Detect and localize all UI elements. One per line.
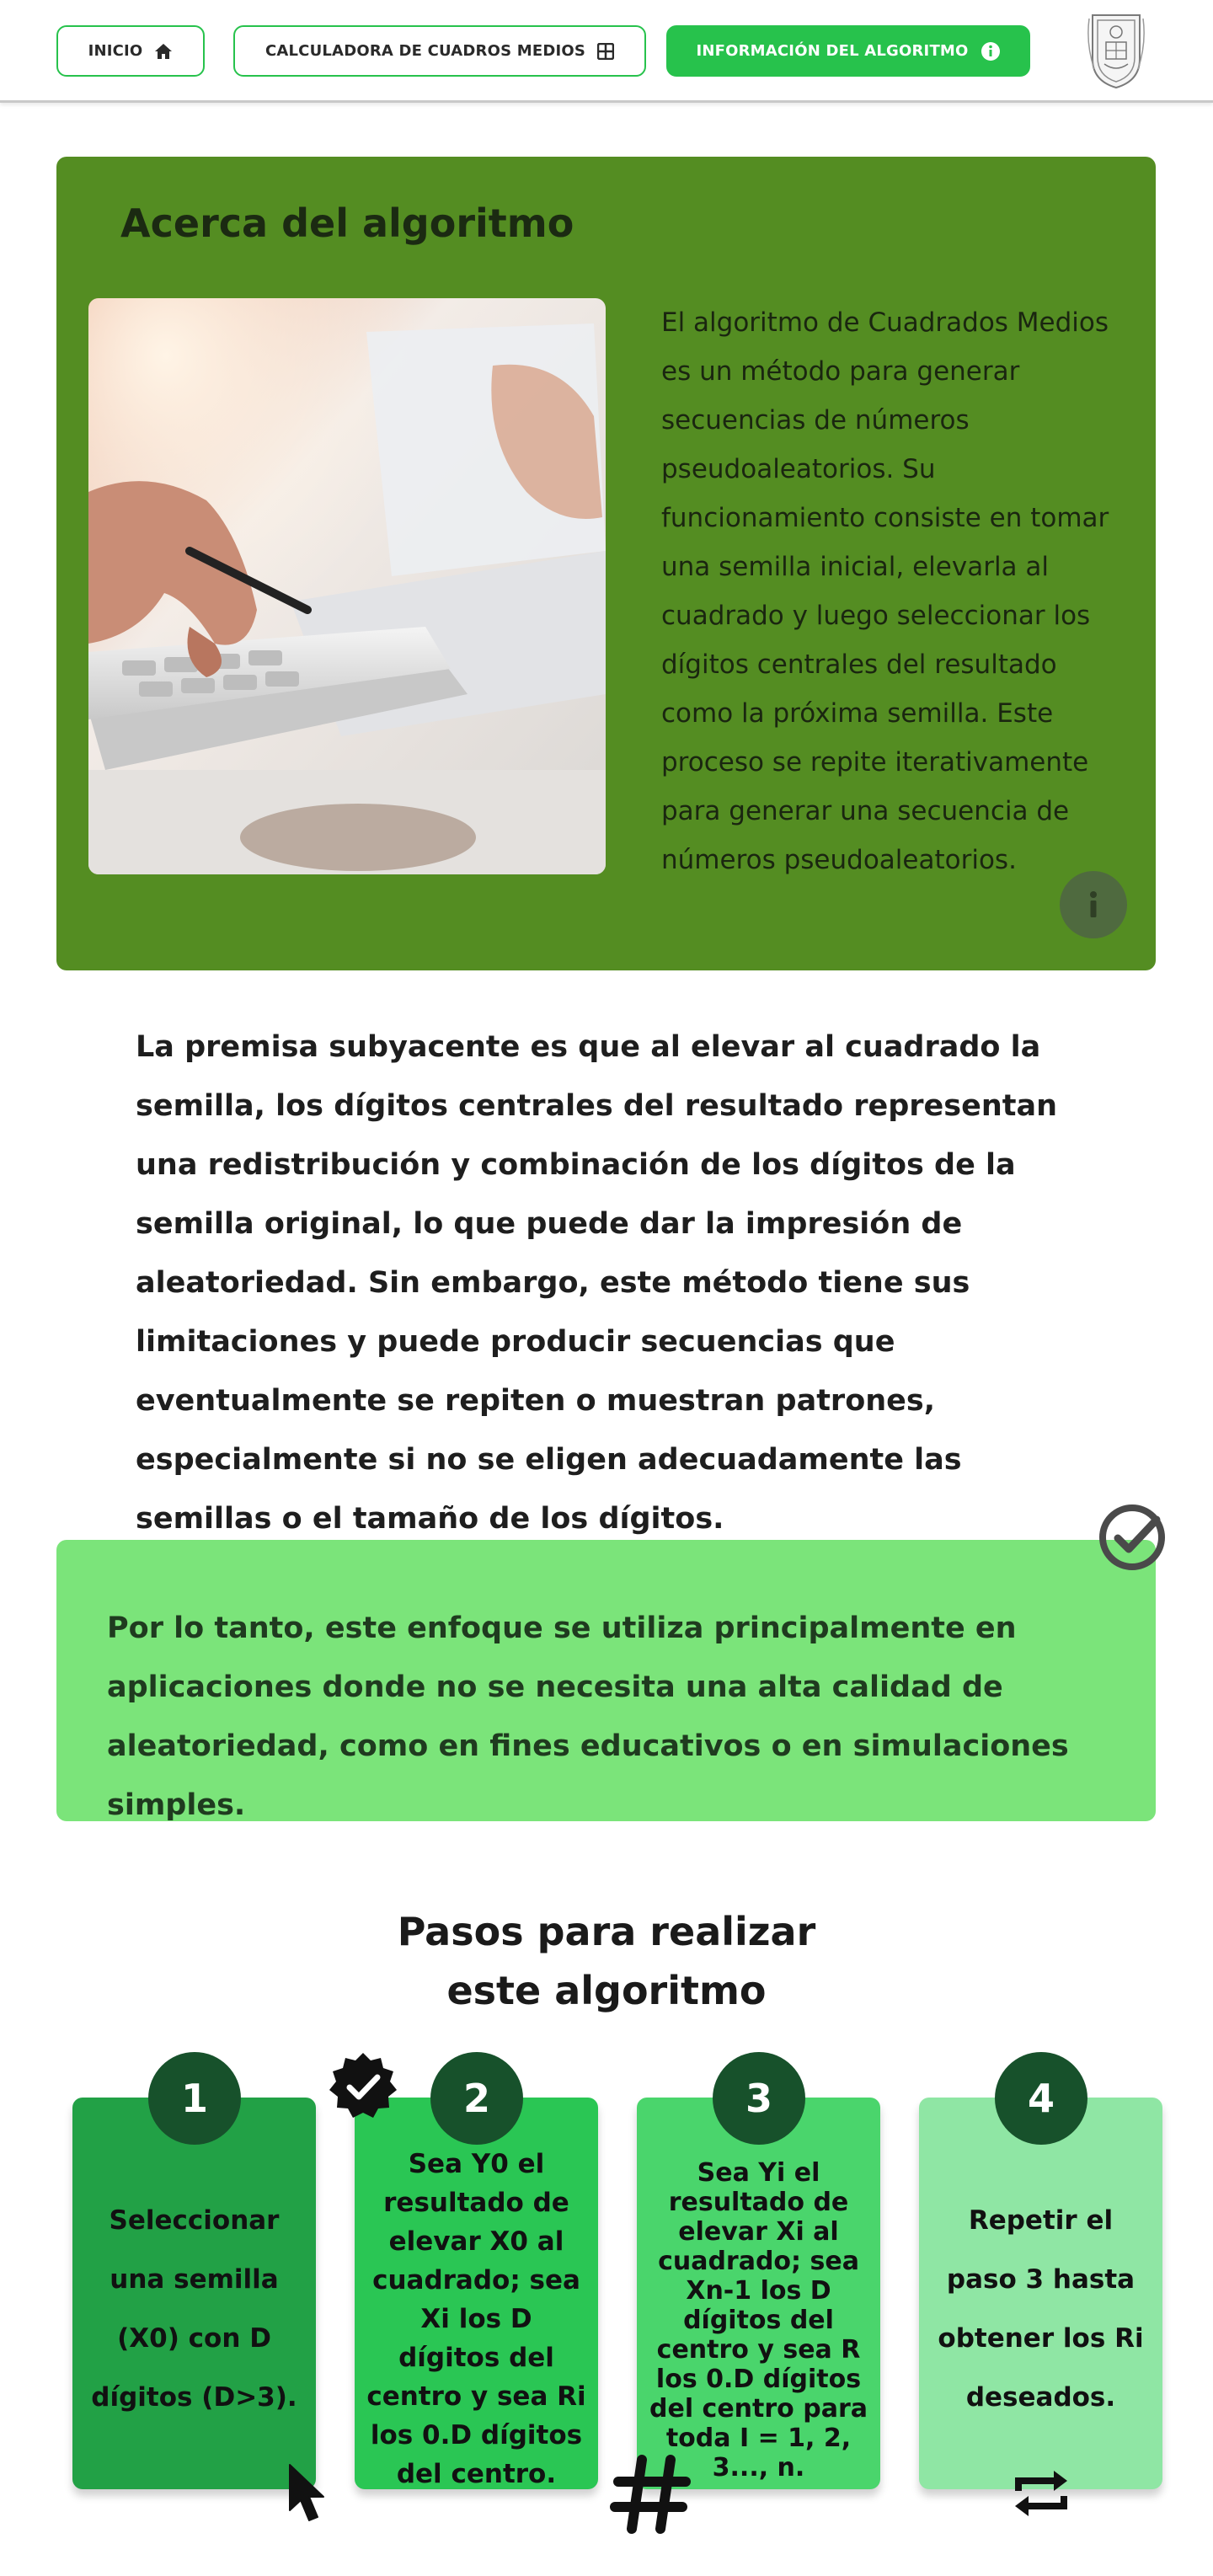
conclusion-text: Por lo tanto, este enfoque se utiliza principalmente en aplicaciones donde no se necesita una alta calidad de aleatoriedad, como en fines educativos o en simulaciones simples. xyxy=(107,1611,1069,1822)
info-icon xyxy=(1077,888,1110,922)
home-button-label: INICIO xyxy=(88,42,143,60)
step-number-2: 2 xyxy=(430,2052,523,2145)
conclusion-card xyxy=(56,1540,1156,1821)
info-icon xyxy=(981,41,1001,61)
calculator-button[interactable] xyxy=(233,25,646,77)
check-circle-icon xyxy=(1098,1503,1167,1572)
repeat-icon xyxy=(1010,2462,1072,2525)
premise-paragraph: La premisa subyacente es que al elevar al cuadrado la semilla, los dígitos centrales del resultado representan una redistribución y combinación de los dígitos de la semilla original, lo que puede dar la impresión de aleatoriedad. Sin embargo, este método tiene sus limitaciones y puede producir secuencias que eventualmente se repiten o muestran patrones, especialmente si no se eligen adecuadamente las semillas o el tamaño de los dígitos. xyxy=(136,1030,1058,1536)
step-1-text: Seleccionar una semilla (X0) con D dígitos (D>3). xyxy=(91,2205,297,2413)
info-floating-button[interactable] xyxy=(1060,871,1127,938)
about-card xyxy=(56,157,1156,970)
step-card-3 xyxy=(637,2098,880,2489)
step-card-2 xyxy=(355,2098,598,2489)
step-number-4: 4 xyxy=(995,2052,1087,2145)
step-card-1 xyxy=(72,2098,316,2489)
university-seal-icon xyxy=(1086,10,1146,89)
navbar xyxy=(0,0,1213,103)
home-button[interactable] xyxy=(56,25,205,77)
cursor-icon xyxy=(288,2463,330,2524)
grid-icon xyxy=(597,43,614,60)
step-number-1: 1 xyxy=(148,2052,241,2145)
steps-title: Pasos para realizar este algoritmo xyxy=(397,1909,816,2013)
step-4-text: Repetir el paso 3 hasta obtener los Ri deseados. xyxy=(938,2205,1144,2413)
home-icon xyxy=(154,43,173,60)
step-number-3: 3 xyxy=(713,2052,805,2145)
step-3-text: Sea Yi el resultado de elevar Xi al cuadrado; sea Xn-1 los D dígitos del centro y sea R los 0.D dígitos del centro para toda I = 1, 2, 3..., n. xyxy=(649,2158,868,2482)
verified-badge-icon xyxy=(327,2050,399,2123)
about-title: Acerca del algoritmo xyxy=(120,200,574,246)
algorithm-info-button[interactable] xyxy=(666,25,1030,77)
calculator-button-label: CALCULADORA DE CUADROS MEDIOS xyxy=(265,42,586,60)
hash-icon xyxy=(608,2451,692,2536)
about-description: El algoritmo de Cuadrados Medios es un método para generar secuencias de números pseudoaleatorios. Su funcionamiento consiste en tomar una semilla inicial, elevarla al cuadrado y luego seleccionar los dígitos centrales del resultado como la próxima semilla. Este proceso se repite iterativamente para generar una secuencia de números pseudoaleatorios. xyxy=(661,307,1109,875)
step-card-4 xyxy=(919,2098,1162,2489)
calculator-photo xyxy=(88,298,606,874)
algorithm-info-button-label: INFORMACIÓN DEL ALGORITMO xyxy=(696,42,969,60)
step-2-text: Sea Y0 el resultado de elevar X0 al cuadrado; sea Xi los D dígitos del centro y sea Ri los 0.D dígitos del centro. xyxy=(366,2148,586,2489)
